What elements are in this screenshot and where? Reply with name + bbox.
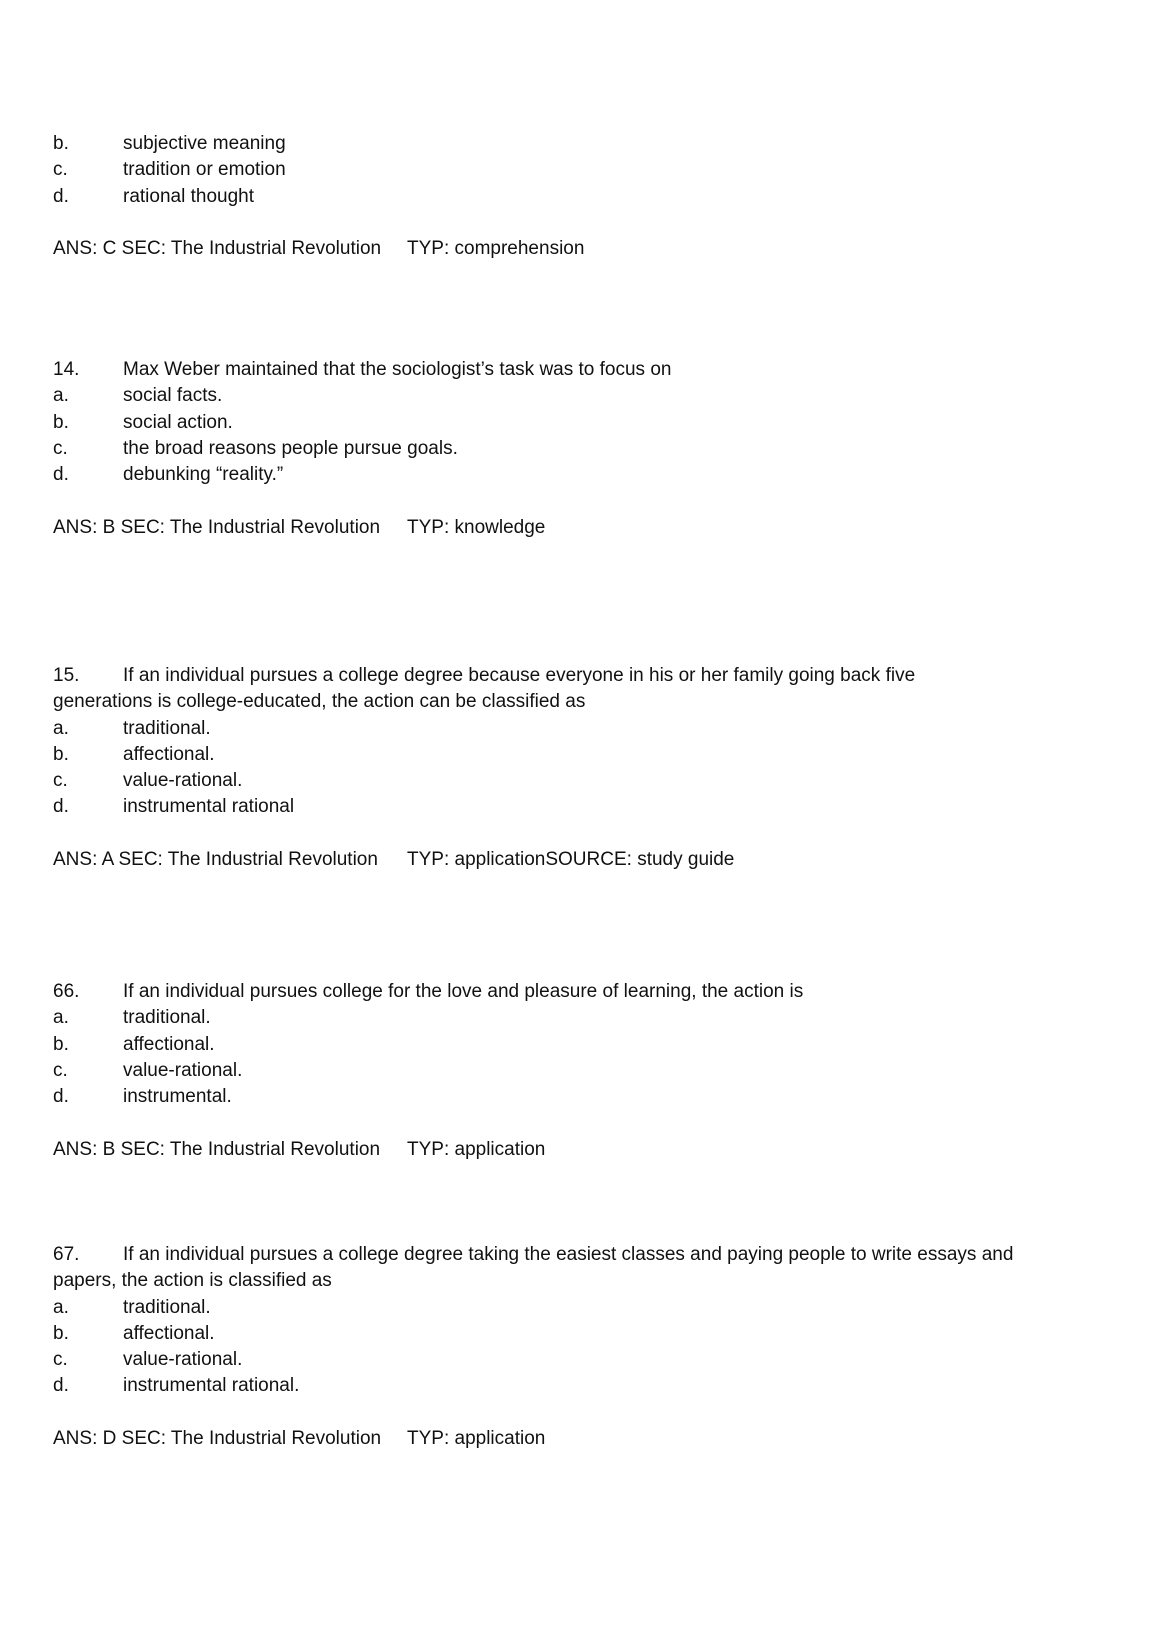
question-text: If an individual pursues a college degree because everyone in his or her family going back five — [123, 665, 916, 686]
question-number: 66. — [53, 981, 80, 1002]
option-d — [53, 794, 1113, 820]
answer-key: ANS: C — [53, 238, 117, 260]
option-text: tradition or emotion — [123, 159, 286, 181]
question-stem — [53, 1242, 1113, 1268]
option-label: c. — [53, 1059, 68, 1081]
question-13-continued — [53, 131, 1113, 262]
question-text: If an individual pursues a college degree taking the easiest classes and paying people to write essays and — [123, 1244, 1014, 1265]
option-label: b. — [53, 411, 69, 433]
answer-meta — [53, 847, 1113, 873]
option-text: instrumental rational — [123, 796, 295, 818]
answer-key: ANS: B — [53, 516, 116, 538]
option-c — [53, 157, 1113, 183]
option-label: c. — [53, 770, 68, 792]
question-text-continued: papers, the action is classified as — [53, 1270, 332, 1292]
option-label: d. — [53, 185, 69, 207]
option-d — [53, 462, 1113, 488]
option-a — [53, 1295, 1113, 1321]
option-text: affectional. — [123, 1322, 215, 1344]
option-label: d. — [53, 1086, 69, 1108]
question-text: If an individual pursues college for the love and pleasure of learning, the action is — [123, 981, 804, 1002]
option-label: c. — [53, 437, 68, 459]
option-label: a. — [53, 1296, 69, 1318]
answer-key: ANS: B — [53, 1138, 116, 1160]
option-b — [53, 1032, 1113, 1058]
answer-key: ANS: D — [53, 1428, 117, 1450]
option-text: social action. — [123, 411, 233, 433]
option-label: d. — [53, 1375, 69, 1397]
option-d — [53, 1084, 1113, 1110]
option-d — [53, 1373, 1113, 1399]
option-text: instrumental rational. — [123, 1375, 300, 1397]
option-d — [53, 184, 1113, 210]
answer-section: SEC: The Industrial Revolution — [121, 238, 382, 260]
option-text: subjective meaning — [123, 133, 286, 154]
answer-section: SEC: The Industrial Revolution — [118, 849, 378, 871]
option-c — [53, 768, 1113, 794]
answer-meta — [53, 515, 1113, 541]
option-label: b. — [53, 133, 69, 154]
question-stem — [53, 979, 1113, 1005]
option-text: social facts. — [123, 385, 223, 407]
question-number: 15. — [53, 665, 80, 686]
option-text: value-rational. — [123, 1059, 243, 1081]
answer-meta — [53, 236, 1113, 262]
option-b — [53, 742, 1113, 768]
answer-section: SEC: The Industrial Revolution — [120, 516, 381, 538]
question-stem — [53, 357, 1113, 383]
question-15 — [53, 663, 1113, 873]
answer-type: TYP: application — [407, 1428, 546, 1450]
option-text: debunking “reality.” — [123, 464, 284, 486]
option-label: d. — [53, 464, 69, 486]
option-text: affectional. — [123, 743, 215, 765]
answer-type: TYP: knowledge — [407, 516, 546, 538]
option-label: d. — [53, 796, 69, 818]
option-b — [53, 410, 1113, 436]
answer-meta — [53, 1137, 1113, 1163]
answer-key: ANS: A — [53, 849, 114, 871]
option-text: instrumental. — [123, 1086, 232, 1108]
question-text: Max Weber maintained that the sociologist’s task was to focus on — [123, 359, 672, 380]
option-label: a. — [53, 717, 69, 739]
question-text-continued: generations is college-educated, the action can be classified as — [53, 691, 586, 713]
option-text: the broad reasons people pursue goals. — [123, 437, 458, 459]
question-66 — [53, 979, 1113, 1163]
option-a — [53, 1005, 1113, 1031]
option-a — [53, 383, 1113, 409]
option-c — [53, 1347, 1113, 1373]
option-b — [53, 1321, 1113, 1347]
option-c — [53, 1058, 1113, 1084]
option-label: c. — [53, 159, 68, 181]
answer-section: SEC: The Industrial Revolution — [121, 1428, 382, 1450]
option-text: affectional. — [123, 1033, 215, 1055]
question-stem — [53, 663, 1113, 689]
option-text: value-rational. — [123, 1349, 243, 1371]
option-text: traditional. — [123, 1296, 211, 1318]
answer-type: TYP: comprehension — [407, 238, 585, 260]
answer-section: SEC: The Industrial Revolution — [120, 1138, 381, 1160]
option-b — [53, 131, 1113, 157]
question-number: 67. — [53, 1244, 80, 1265]
answer-type: TYP: applicationSOURCE: study guide — [407, 849, 735, 871]
option-c — [53, 436, 1113, 462]
option-text: traditional. — [123, 1007, 211, 1029]
option-a — [53, 716, 1113, 742]
option-text: value-rational. — [123, 770, 243, 792]
option-label: a. — [53, 1007, 69, 1029]
option-label: c. — [53, 1349, 68, 1371]
option-label: a. — [53, 385, 69, 407]
option-text: traditional. — [123, 717, 211, 739]
option-label: b. — [53, 1322, 69, 1344]
question-14 — [53, 357, 1113, 541]
answer-type: TYP: application — [407, 1138, 546, 1160]
question-number: 14. — [53, 359, 80, 380]
answer-meta — [53, 1426, 1113, 1452]
option-text: rational thought — [123, 185, 254, 207]
option-label: b. — [53, 743, 69, 765]
option-label: b. — [53, 1033, 69, 1055]
question-67 — [53, 1242, 1113, 1452]
